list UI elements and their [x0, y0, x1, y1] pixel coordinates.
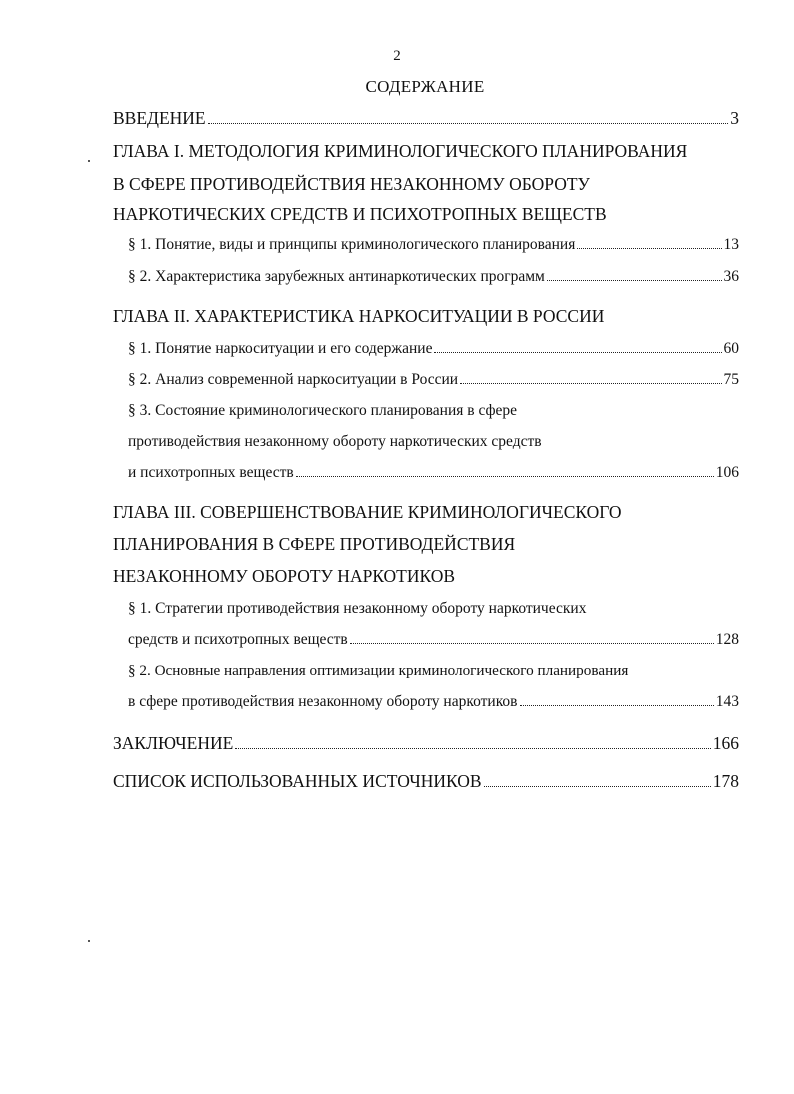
scan-speck: [88, 160, 90, 162]
dot-leader: [350, 643, 714, 644]
entry-page: 13: [723, 236, 739, 253]
dot-leader: [296, 476, 714, 477]
entry-label: § 2. Анализ современной наркоситуации в России: [128, 371, 459, 388]
toc-entry-2-1[interactable]: [128, 338, 739, 360]
entry-label: § 2. Характеристика зарубежных антинаркотических программ: [128, 268, 545, 285]
chapter3-title-line3: НЕЗАКОННОМУ ОБОРОТУ НАРКОТИКОВ: [113, 566, 456, 586]
toc-entry-1-1[interactable]: [128, 234, 739, 256]
entry-label: СПИСОК ИСПОЛЬЗОВАННЫХ ИСТОЧНИКОВ: [113, 771, 482, 791]
entry-label: ЗАКЛЮЧЕНИЕ: [113, 733, 234, 753]
entry-page: 178: [712, 771, 739, 791]
toc-entry-conclusion[interactable]: [113, 732, 739, 754]
chapter3-title-line1: ГЛАВА III. СОВЕРШЕНСТВОВАНИЕ КРИМИНОЛОГИЧЕСКОГО: [113, 502, 622, 522]
entry-page: 106: [715, 464, 739, 481]
entry-page: 36: [723, 268, 739, 285]
toc-entry-3-2[interactable]: [128, 691, 739, 713]
dot-leader: [577, 248, 721, 249]
page-number: 2: [393, 48, 401, 64]
entry-page: 75: [723, 371, 739, 388]
chapter1-title-line2: В СФЕРЕ ПРОТИВОДЕЙСТВИЯ НЕЗАКОННОМУ ОБОРОТУ: [113, 174, 590, 194]
dot-leader: [460, 383, 721, 384]
toc-entry-2-2[interactable]: [128, 369, 739, 391]
entry-page: 143: [715, 693, 739, 710]
toc-entry-2-3-line1: § 3. Состояние криминологического планирования в сфере: [128, 402, 518, 419]
toc-entry-2-3[interactable]: [128, 462, 739, 484]
toc-entry-3-1[interactable]: [128, 629, 739, 651]
entry-label: § 1. Понятие, виды и принципы криминологического планирования: [128, 236, 576, 253]
chapter1-title-line1: ГЛАВА I. МЕТОДОЛОГИЯ КРИМИНОЛОГИЧЕСКОГО ПЛАНИРОВАНИЯ: [113, 141, 688, 161]
dot-leader: [484, 786, 711, 787]
entry-label: в сфере противодействия незаконному обороту наркотиков: [128, 693, 518, 710]
entry-page: 60: [723, 340, 739, 357]
entry-page: 3: [730, 108, 739, 128]
toc-entry-sources[interactable]: [113, 770, 739, 792]
dot-leader: [434, 352, 721, 353]
toc-entry-3-2-line1: § 2. Основные направления оптимизации криминологического планирования: [128, 662, 629, 679]
entry-page: 166: [712, 733, 739, 753]
dot-leader: [547, 280, 722, 281]
toc-entry-1-2[interactable]: [128, 266, 739, 288]
chapter1-title-line3: НАРКОТИЧЕСКИХ СРЕДСТВ И ПСИХОТРОПНЫХ ВЕЩЕСТВ: [113, 204, 607, 224]
dot-leader: [208, 123, 729, 124]
entry-label: § 1. Понятие наркоситуации и его содержание: [128, 340, 433, 357]
toc-entry-2-3-line2: противодействия незаконному обороту наркотических средств: [128, 433, 542, 450]
entry-page: 128: [715, 631, 739, 648]
chapter3-title-line2: ПЛАНИРОВАНИЯ В СФЕРЕ ПРОТИВОДЕЙСТВИЯ: [113, 534, 516, 554]
toc-title: СОДЕРЖАНИЕ: [365, 77, 485, 96]
dot-leader: [520, 705, 714, 706]
toc-entry-intro[interactable]: [113, 107, 739, 129]
entry-label: ВВЕДЕНИЕ: [113, 108, 206, 128]
toc-entry-3-1-line1: § 1. Стратегии противодействия незаконному обороту наркотических: [128, 600, 587, 617]
dot-leader: [235, 748, 710, 749]
scan-speck: [88, 940, 90, 942]
entry-label: и психотропных веществ: [128, 464, 294, 481]
chapter2-title-line1: ГЛАВА II. ХАРАКТЕРИСТИКА НАРКОСИТУАЦИИ В РОССИИ: [113, 306, 605, 326]
entry-label: средств и психотропных веществ: [128, 631, 348, 648]
